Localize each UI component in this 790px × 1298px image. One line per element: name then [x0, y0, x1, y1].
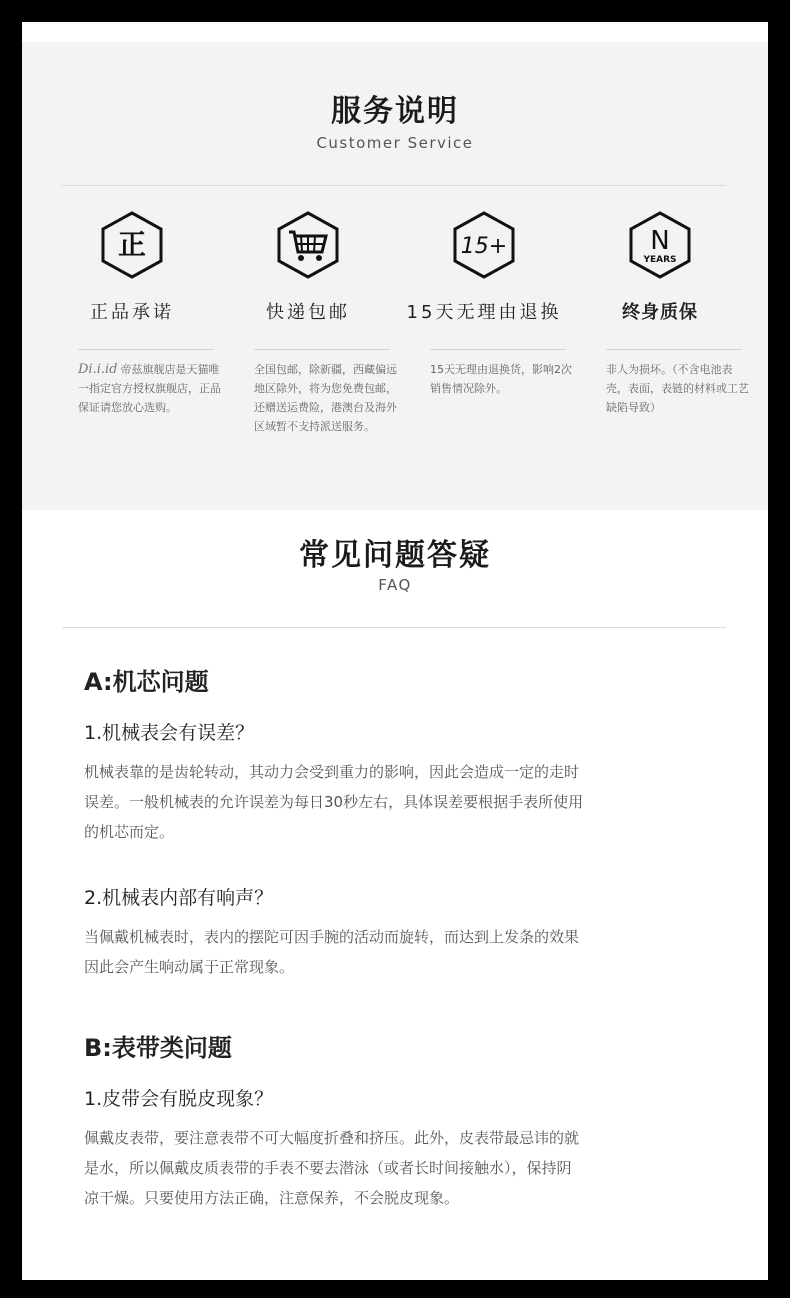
feature-15-day-return-divider [430, 349, 566, 350]
feature-genuine-desc: Di.i.id 帝兹旗舰店是天猫唯一指定官方授权旗舰店，正品保证请您放心选购。 [78, 362, 221, 414]
feature-lifetime-warranty-desc: 非人为损坏。（不含电池表壳，表面，表链的材料或工艺缺陷导致） [606, 363, 749, 414]
faq-answer-line: 佩戴皮表带，要注意表带不可大幅度折叠和挤压。此外，皮表带最忌讳的就 [84, 1129, 580, 1147]
feature-15-day-return-label: 15天无理由退换 [406, 302, 562, 323]
faq-answer-line: 误差。一般机械表的允许误差为每日30秒左右，具体误差要根据手表所使用 [84, 793, 584, 811]
faq-answer-line: 凉干燥。只要使用方法正确，注意保养，不会脱皮现象。 [84, 1189, 460, 1207]
faq-answer-line: 因此会产生响动属于正常现象。 [84, 958, 295, 976]
feature-free-shipping-label: 快递包邮 [266, 302, 350, 323]
faq-title: 常见问题答疑 [299, 538, 491, 573]
faq-question: 1.皮带会有脱皮现象？ [84, 1088, 274, 1110]
page [22, 22, 768, 1280]
faq-category-heading: A:机芯问题 [84, 668, 209, 696]
feature-free-shipping-desc: 全国包邮，除新疆，西藏偏远地区除外，将为您免费包邮，还赠送运费险，港澳台及海外区域暂不支持派送服务。 [254, 363, 397, 433]
faq-answer-line: 是水，所以佩戴皮质表带的手表不要去潜泳（或者长时间接触水），保持阴 [84, 1159, 572, 1177]
faq-answer-line: 当佩戴机械表时，表内的摆陀可因手腕的活动而旋转，而达到上发条的效果 [84, 928, 580, 946]
faq-category-heading: B:表带类问题 [84, 1034, 232, 1062]
hexagon-n-years-icon [627, 210, 693, 280]
service-title: 服务说明 [331, 94, 459, 129]
feature-lifetime-warranty-divider [606, 349, 742, 350]
service-section [22, 42, 768, 510]
faq-answer-line: 机械表靠的是齿轮转动，其动力会受到重力的影响，因此会造成一定的走时 [84, 763, 580, 781]
faq-answer-line: 的机芯而定。 [84, 823, 175, 841]
svg-text:N: N [650, 226, 670, 256]
svg-text:15+: 15+ [460, 234, 508, 259]
faq-subtitle: FAQ [378, 576, 412, 594]
faq-answer [84, 922, 704, 982]
service-divider [62, 185, 726, 186]
svg-text:YEARS: YEARS [643, 255, 677, 265]
brand-script-logo: Di.i.id [78, 362, 118, 377]
faq-question: 1.机械表会有误差？ [84, 722, 255, 744]
hexagon-15plus-icon [451, 210, 517, 280]
feature-15-day-return-desc: 15天无理由退换货，影响2次销售情况除外。 [430, 363, 572, 395]
hexagon-cart-icon [275, 210, 341, 280]
feature-free-shipping-divider [254, 349, 390, 350]
faq-answer [84, 757, 704, 847]
feature-lifetime-warranty-label: 终身质保 [622, 302, 698, 323]
feature-genuine-label: 正品承诺 [90, 302, 174, 323]
svg-text:正: 正 [117, 228, 147, 261]
faq-question: 2.机械表内部有响声？ [84, 887, 274, 909]
faq-answer [84, 1123, 704, 1213]
faq-divider [62, 627, 726, 628]
hexagon-zheng-icon [99, 210, 165, 280]
feature-genuine-divider [78, 349, 214, 350]
service-subtitle: Customer Service [316, 134, 474, 152]
